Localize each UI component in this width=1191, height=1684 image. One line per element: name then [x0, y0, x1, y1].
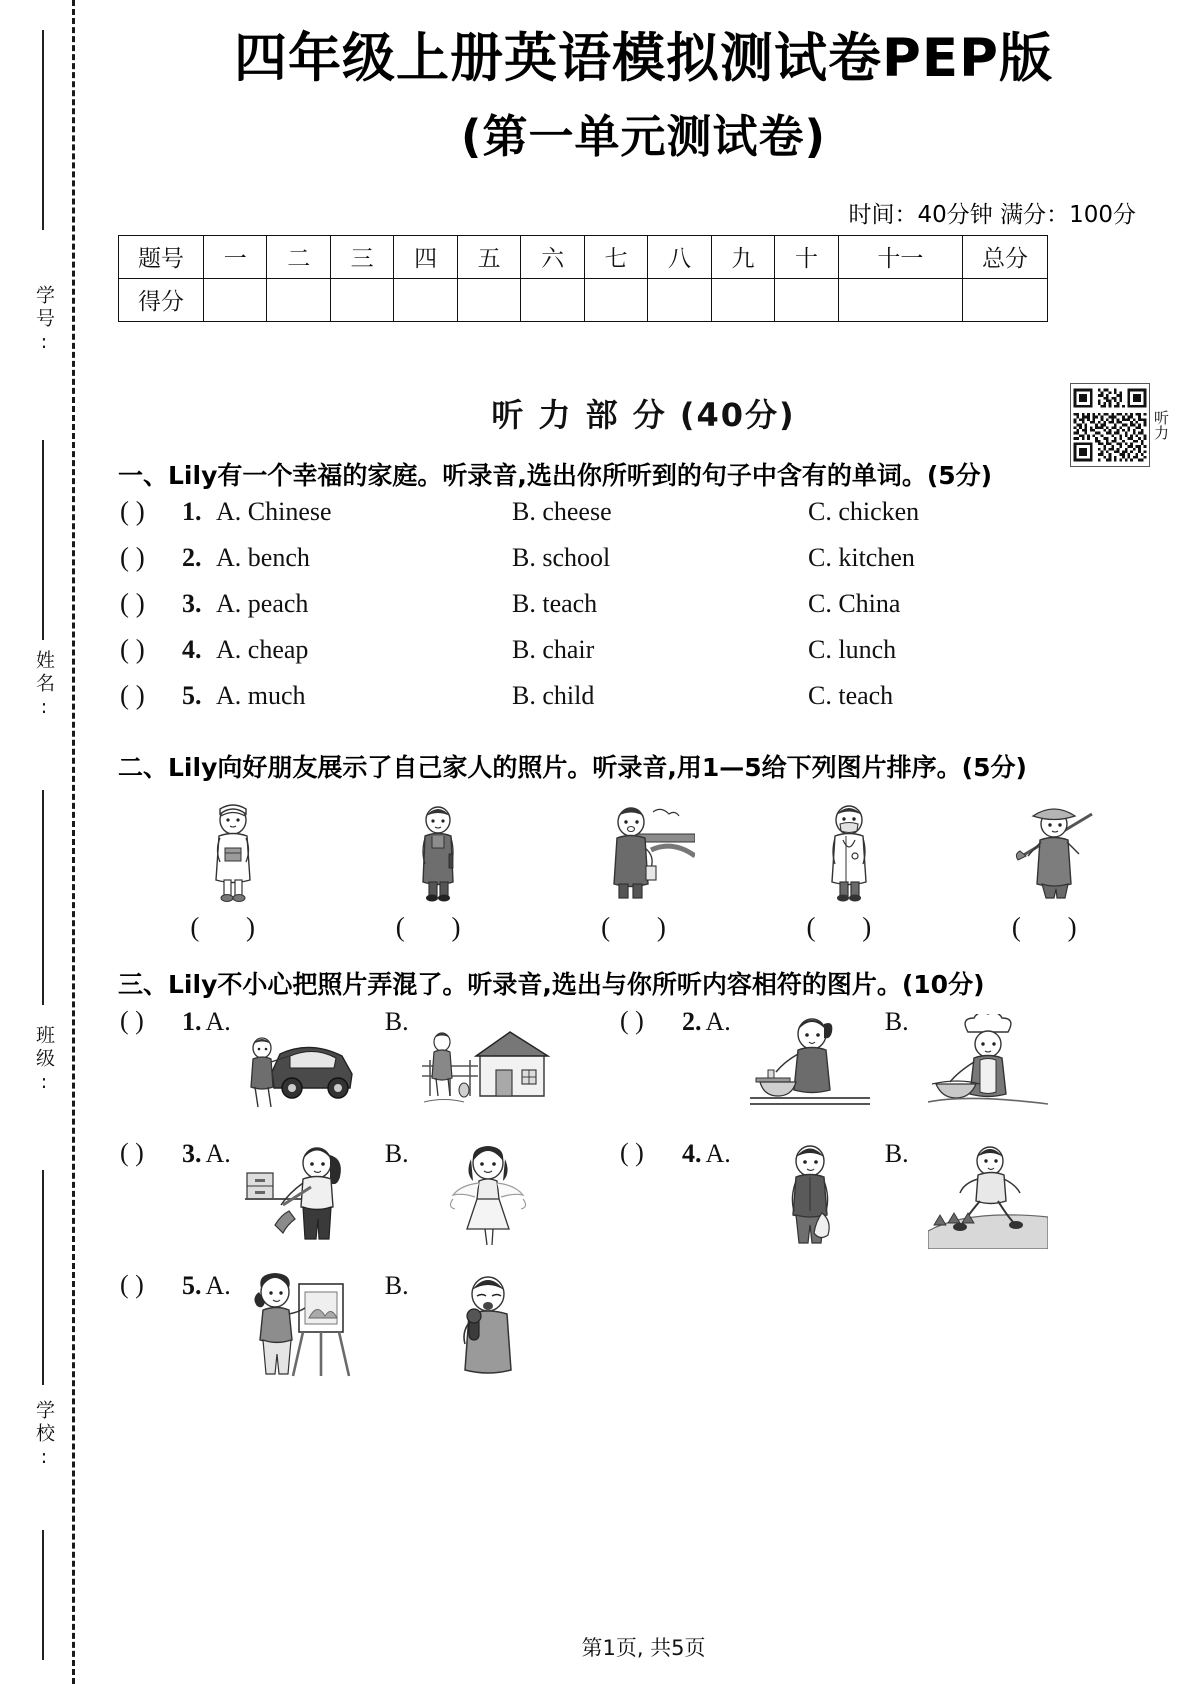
boy-running-illustration[interactable] [913, 1139, 1063, 1249]
student-name-label: 姓名: [33, 650, 55, 722]
option-c[interactable]: C. lunch [808, 634, 897, 664]
answer-blank[interactable]: ( ) [120, 541, 145, 572]
answer-blank[interactable]: ( ) [120, 633, 145, 664]
listening-section-heading: 听 力 部 分 (40分) [491, 395, 796, 434]
score-cell[interactable] [584, 278, 647, 321]
worker-illustration [399, 794, 477, 902]
option-a[interactable]: A. peach [216, 588, 309, 618]
farmer-illustration [1008, 794, 1100, 902]
score-cell-total[interactable] [963, 278, 1048, 321]
section3-question-row [120, 1007, 1191, 1117]
score-cell[interactable] [775, 278, 838, 321]
question-row [120, 634, 1191, 680]
girl-dancing-illustration[interactable] [413, 1139, 563, 1249]
option-a-label: A. [205, 1006, 231, 1036]
question-row [120, 542, 1191, 588]
order-answer-blank[interactable]: ( ) [1011, 911, 1097, 942]
page-subtitle: (第一单元测试卷) [460, 110, 827, 164]
question-number: 1. [182, 1006, 202, 1036]
option-b-label: B. [884, 1006, 909, 1036]
question-number: 5. [182, 1270, 202, 1300]
student-class-label: 班级: [33, 1025, 55, 1097]
listening-qr-block[interactable] [1070, 383, 1170, 467]
picture-cell [979, 794, 1129, 943]
option-b[interactable]: B. school [512, 542, 611, 572]
answer-blank[interactable]: ( ) [120, 679, 145, 710]
option-a[interactable]: A. bench [216, 542, 310, 572]
question-number: 2. [182, 542, 202, 572]
option-b-label: B. [384, 1006, 409, 1036]
question-number: 3. [182, 588, 202, 618]
option-b[interactable]: B. chair [512, 634, 595, 664]
option-c[interactable]: C. kitchen [808, 542, 915, 572]
score-table-header-row [119, 235, 1048, 278]
side-rule-3 [42, 790, 44, 1005]
score-table-row-label-2: 得分 [119, 278, 204, 321]
section3-heading: 三、Lily不小心把照片弄混了。听录音,选出与你所听内容相符的图片。(10分) [118, 969, 985, 999]
picture-cell [568, 794, 718, 943]
score-col-11: 十一 [838, 235, 962, 278]
question-number: 1. [182, 496, 202, 526]
question-row [120, 588, 1191, 634]
nurse-illustration [194, 794, 272, 902]
score-table-row-label-1: 题号 [119, 235, 204, 278]
picture-cell [363, 794, 513, 943]
farm-house-illustration[interactable] [413, 1007, 573, 1117]
option-a-label: A. [705, 1138, 731, 1168]
answer-blank[interactable]: ( ) [120, 495, 145, 526]
page-footer: 第1页, 共5页 [581, 1636, 706, 1660]
score-cell[interactable] [204, 278, 267, 321]
score-cell[interactable] [711, 278, 774, 321]
chef-cooking-illustration[interactable] [913, 1007, 1063, 1117]
score-col-total: 总分 [963, 235, 1048, 278]
student-school-label: 学校: [33, 1400, 55, 1472]
exam-sheet [96, 0, 1191, 1684]
section3-question [620, 1007, 1120, 1117]
qr-code-label: 听力 [1152, 410, 1170, 440]
score-col-10: 十 [775, 235, 838, 278]
answer-blank[interactable]: ( ) [120, 1137, 144, 1167]
option-a[interactable]: A. Chinese [216, 496, 332, 526]
binding-margin [0, 0, 96, 1684]
score-cell[interactable] [394, 278, 457, 321]
score-table-value-row [119, 278, 1048, 321]
option-b[interactable]: B. child [512, 680, 595, 710]
qr-code-icon[interactable] [1070, 383, 1150, 467]
option-b[interactable]: B. cheese [512, 496, 612, 526]
boy-singing-illustration[interactable] [413, 1271, 563, 1381]
dashed-fold-line [72, 0, 75, 1684]
girl-cooking-illustration[interactable] [735, 1007, 885, 1117]
answer-blank[interactable]: ( ) [620, 1005, 644, 1035]
score-col-4: 四 [394, 235, 457, 278]
score-col-6: 六 [521, 235, 584, 278]
exam-meta: 时间：40分钟 满分：100分 [848, 201, 1136, 228]
option-b-label: B. [384, 1138, 409, 1168]
score-col-3: 三 [330, 235, 393, 278]
score-cell[interactable] [521, 278, 584, 321]
option-a-label: A. [705, 1006, 731, 1036]
question-number: 4. [682, 1138, 702, 1168]
option-b-label: B. [884, 1138, 909, 1168]
option-a[interactable]: A. much [216, 680, 306, 710]
question-row [120, 496, 1191, 542]
boy-with-bag-illustration[interactable] [735, 1139, 885, 1249]
girl-sweeping-illustration[interactable] [235, 1139, 385, 1249]
option-a-label: A. [205, 1270, 231, 1300]
option-c[interactable]: C. teach [808, 680, 894, 710]
score-col-2: 二 [267, 235, 330, 278]
question-number: 3. [182, 1138, 202, 1168]
score-cell[interactable] [648, 278, 711, 321]
section3-question [120, 1271, 620, 1381]
option-b[interactable]: B. teach [512, 588, 598, 618]
side-rule-5 [42, 1530, 44, 1660]
score-col-9: 九 [711, 235, 774, 278]
doctor-illustration [810, 794, 888, 902]
picture-cell [158, 794, 308, 943]
side-rule-4 [42, 1170, 44, 1385]
score-col-5: 五 [457, 235, 520, 278]
student-id-label: 学号: [33, 285, 55, 357]
order-answer-blank[interactable]: ( ) [395, 911, 481, 942]
student-illustration [591, 794, 695, 902]
girl-painting-illustration[interactable] [235, 1271, 385, 1381]
score-cell[interactable] [838, 278, 962, 321]
score-col-8: 八 [648, 235, 711, 278]
score-col-1: 一 [204, 235, 267, 278]
answer-blank[interactable]: ( ) [120, 1005, 144, 1035]
answer-blank[interactable]: ( ) [120, 1269, 144, 1299]
section3-question-row [120, 1139, 1191, 1249]
order-answer-blank[interactable]: ( ) [806, 911, 892, 942]
option-c[interactable]: C. China [808, 588, 901, 618]
picture-cell [774, 794, 924, 943]
section3-question [120, 1007, 620, 1117]
section1-heading: 一、Lily有一个幸福的家庭。听录音,选出你所听到的句子中含有的单词。(5分) [118, 460, 993, 490]
question-number: 4. [182, 634, 202, 664]
score-cell[interactable] [267, 278, 330, 321]
section3-question [620, 1139, 1120, 1249]
option-a[interactable]: A. cheap [216, 634, 309, 664]
question-row [120, 680, 1191, 726]
order-answer-blank[interactable]: ( ) [190, 911, 276, 942]
option-a-label: A. [205, 1138, 231, 1168]
section3-question-row [120, 1271, 1191, 1381]
option-b-label: B. [384, 1270, 409, 1300]
man-washing-car-illustration[interactable] [235, 1007, 385, 1117]
answer-blank[interactable]: ( ) [620, 1137, 644, 1167]
side-rule-2 [42, 440, 44, 640]
order-answer-blank[interactable]: ( ) [601, 911, 686, 942]
answer-blank[interactable]: ( ) [120, 587, 145, 618]
side-rule-1 [42, 30, 44, 230]
score-cell[interactable] [330, 278, 393, 321]
question-number: 2. [682, 1006, 702, 1036]
question-number: 5. [182, 680, 202, 710]
picture-order-row [130, 794, 1157, 943]
page-title: 四年级上册英语模拟测试卷PEP版 [234, 28, 1053, 89]
section2-heading: 二、Lily向好朋友展示了自己家人的照片。听录音,用1—5给下列图片排序。(5分) [118, 752, 1027, 782]
score-cell[interactable] [457, 278, 520, 321]
score-table [118, 235, 1048, 322]
score-col-7: 七 [584, 235, 647, 278]
option-c[interactable]: C. chicken [808, 496, 920, 526]
section3-question [120, 1139, 620, 1249]
